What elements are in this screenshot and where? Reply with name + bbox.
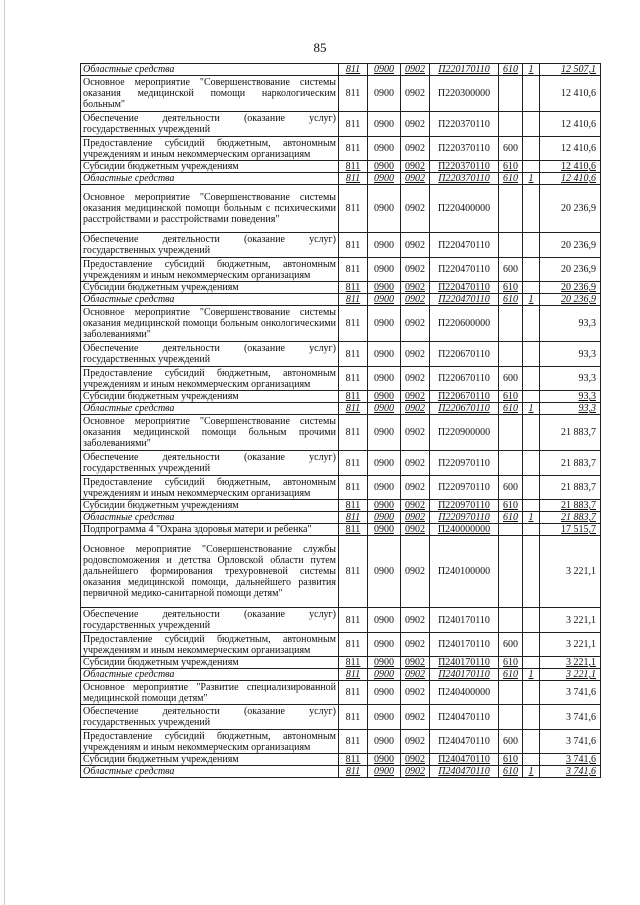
expense-type-code-cell: 610 [499, 173, 523, 185]
subsection-code-cell: 0902 [401, 112, 430, 137]
table-row [81, 476, 601, 500]
amount-cell: 93,3 [540, 342, 601, 367]
subsection-code-cell: 0902 [401, 258, 430, 282]
amount-cell: 12 410,6 [540, 76, 601, 112]
amount-cell: 3 221,1 [540, 536, 601, 608]
row-name-cell: Подпрограмма 4 "Охрана здоровья матери и ребенка" [81, 524, 339, 536]
amount-cell: 3 741,6 [540, 754, 601, 766]
ministry-code-cell: 811 [339, 112, 368, 137]
row-name-cell: Основное мероприятие "Совершенствование системы оказания медицинской помощи больным с психическими расстройствами и расстройствами поведения" [81, 185, 339, 233]
section-code-cell: 0900 [368, 681, 401, 705]
target-article-code-cell: П240170110 [430, 657, 499, 669]
subsection-code-cell: 0902 [401, 669, 430, 681]
amount-cell: 93,3 [540, 367, 601, 391]
expense-type-code-cell [499, 608, 523, 633]
amount-cell: 93,3 [540, 306, 601, 342]
subsection-code-cell: 0902 [401, 766, 430, 778]
section-code-cell: 0900 [368, 161, 401, 173]
target-article-code-cell: П220470110 [430, 258, 499, 282]
row-name-cell: Предоставление субсидий бюджетным, автономным учреждениям и иным некоммерческим организациям [81, 367, 339, 391]
row-name-cell: Предоставление субсидий бюджетным, автономным учреждениям и иным некоммерческим организациям [81, 476, 339, 500]
row-name-cell: Предоставление субсидий бюджетным, автономным учреждениям и иным некоммерческим организациям [81, 730, 339, 754]
table-row [81, 512, 601, 524]
table-row [81, 173, 601, 185]
subsection-code-cell: 0902 [401, 415, 430, 451]
amount-cell: 20 236,9 [540, 258, 601, 282]
page-number: 85 [313, 40, 327, 55]
section-code-cell: 0900 [368, 705, 401, 730]
table-row [81, 730, 601, 754]
target-article-code-cell: П220370110 [430, 112, 499, 137]
subsection-code-cell: 0902 [401, 657, 430, 669]
ministry-code-cell: 811 [339, 185, 368, 233]
section-code-cell: 0900 [368, 415, 401, 451]
section-code-cell: 0900 [368, 633, 401, 657]
ministry-code-cell: 811 [339, 367, 368, 391]
expense-type-code-cell: 610 [499, 391, 523, 403]
target-article-code-cell: П240000000 [430, 524, 499, 536]
amount-cell: 93,3 [540, 403, 601, 415]
row-name-cell: Субсидии бюджетным учреждениям [81, 161, 339, 173]
table-row [81, 258, 601, 282]
ministry-code-cell: 811 [339, 451, 368, 476]
expense-type-code-cell: 610 [499, 282, 523, 294]
section-code-cell: 0900 [368, 403, 401, 415]
section-code-cell: 0900 [368, 500, 401, 512]
amount-cell: 3 741,6 [540, 681, 601, 705]
funding-source-code-cell [523, 730, 540, 754]
expense-type-code-cell: 610 [499, 657, 523, 669]
section-code-cell: 0900 [368, 669, 401, 681]
amount-cell: 12 410,6 [540, 161, 601, 173]
subsection-code-cell: 0902 [401, 681, 430, 705]
table-row [81, 754, 601, 766]
expense-type-code-cell [499, 524, 523, 536]
funding-source-code-cell [523, 137, 540, 161]
ministry-code-cell: 811 [339, 633, 368, 657]
subsection-code-cell: 0902 [401, 754, 430, 766]
target-article-code-cell: П220970110 [430, 451, 499, 476]
table-row [81, 282, 601, 294]
section-code-cell: 0900 [368, 342, 401, 367]
ministry-code-cell: 811 [339, 233, 368, 258]
subsection-code-cell: 0902 [401, 233, 430, 258]
table-row [81, 233, 601, 258]
funding-source-code-cell [523, 367, 540, 391]
table-body [81, 64, 601, 778]
subsection-code-cell: 0902 [401, 608, 430, 633]
expense-type-code-cell: 600 [499, 633, 523, 657]
subsection-code-cell: 0902 [401, 705, 430, 730]
ministry-code-cell: 811 [339, 512, 368, 524]
row-name-cell: Основное мероприятие "Совершенствование системы оказания медицинской помощи больным онкологическими заболеваниями" [81, 306, 339, 342]
amount-cell: 12 410,6 [540, 137, 601, 161]
row-name-cell: Областные средства [81, 403, 339, 415]
ministry-code-cell: 811 [339, 536, 368, 608]
table-row [81, 161, 601, 173]
ministry-code-cell: 811 [339, 657, 368, 669]
ministry-code-cell: 811 [339, 258, 368, 282]
section-code-cell: 0900 [368, 233, 401, 258]
target-article-code-cell: П220370110 [430, 161, 499, 173]
section-code-cell: 0900 [368, 730, 401, 754]
table-row [81, 536, 601, 608]
row-name-cell: Субсидии бюджетным учреждениям [81, 657, 339, 669]
row-name-cell: Обеспечение деятельности (оказание услуг) государственных учреждений [81, 233, 339, 258]
section-code-cell: 0900 [368, 64, 401, 76]
section-code-cell: 0900 [368, 608, 401, 633]
row-name-cell: Субсидии бюджетным учреждениям [81, 391, 339, 403]
row-name-cell: Субсидии бюджетным учреждениям [81, 500, 339, 512]
expense-type-code-cell: 600 [499, 137, 523, 161]
table-row [81, 112, 601, 137]
expense-type-code-cell: 600 [499, 367, 523, 391]
funding-source-code-cell [523, 705, 540, 730]
target-article-code-cell: П240170110 [430, 669, 499, 681]
table-row [81, 185, 601, 233]
table-row [81, 342, 601, 367]
amount-cell: 20 236,9 [540, 282, 601, 294]
ministry-code-cell: 811 [339, 476, 368, 500]
target-article-code-cell: П220970110 [430, 512, 499, 524]
table-row [81, 367, 601, 391]
scan-edge-line [4, 0, 5, 905]
expense-type-code-cell: 610 [499, 766, 523, 778]
ministry-code-cell: 811 [339, 524, 368, 536]
expense-type-code-cell [499, 342, 523, 367]
funding-source-code-cell: 1 [523, 669, 540, 681]
expense-type-code-cell: 600 [499, 476, 523, 500]
funding-source-code-cell: 1 [523, 64, 540, 76]
budget-table [80, 63, 601, 778]
ministry-code-cell: 811 [339, 500, 368, 512]
subsection-code-cell: 0902 [401, 536, 430, 608]
funding-source-code-cell: 1 [523, 173, 540, 185]
row-name-cell: Предоставление субсидий бюджетным, автономным учреждениям и иным некоммерческим организациям [81, 258, 339, 282]
funding-source-code-cell: 1 [523, 403, 540, 415]
ministry-code-cell: 811 [339, 342, 368, 367]
funding-source-code-cell [523, 76, 540, 112]
section-code-cell: 0900 [368, 258, 401, 282]
ministry-code-cell: 811 [339, 64, 368, 76]
funding-source-code-cell [523, 391, 540, 403]
row-name-cell: Областные средства [81, 64, 339, 76]
amount-cell: 3 741,6 [540, 730, 601, 754]
subsection-code-cell: 0902 [401, 173, 430, 185]
target-article-code-cell: П220600000 [430, 306, 499, 342]
amount-cell: 3 741,6 [540, 705, 601, 730]
subsection-code-cell: 0902 [401, 524, 430, 536]
target-article-code-cell: П220970110 [430, 500, 499, 512]
funding-source-code-cell [523, 754, 540, 766]
target-article-code-cell: П220900000 [430, 415, 499, 451]
section-code-cell: 0900 [368, 76, 401, 112]
table-row [81, 657, 601, 669]
table-row [81, 76, 601, 112]
expense-type-code-cell [499, 306, 523, 342]
ministry-code-cell: 811 [339, 754, 368, 766]
funding-source-code-cell [523, 415, 540, 451]
table-row [81, 524, 601, 536]
funding-source-code-cell [523, 185, 540, 233]
expense-type-code-cell: 610 [499, 64, 523, 76]
subsection-code-cell: 0902 [401, 476, 430, 500]
amount-cell: 21 883,7 [540, 512, 601, 524]
expense-type-code-cell [499, 233, 523, 258]
funding-source-code-cell: 1 [523, 512, 540, 524]
subsection-code-cell: 0902 [401, 282, 430, 294]
subsection-code-cell: 0902 [401, 730, 430, 754]
amount-cell: 93,3 [540, 391, 601, 403]
funding-source-code-cell [523, 233, 540, 258]
target-article-code-cell: П240100000 [430, 536, 499, 608]
funding-source-code-cell [523, 536, 540, 608]
funding-source-code-cell: 1 [523, 294, 540, 306]
subsection-code-cell: 0902 [401, 403, 430, 415]
row-name-cell: Обеспечение деятельности (оказание услуг) государственных учреждений [81, 342, 339, 367]
amount-cell: 12 410,6 [540, 173, 601, 185]
subsection-code-cell: 0902 [401, 185, 430, 233]
amount-cell: 21 883,7 [540, 500, 601, 512]
table-row [81, 403, 601, 415]
funding-source-code-cell [523, 342, 540, 367]
amount-cell: 3 221,1 [540, 657, 601, 669]
target-article-code-cell: П220400000 [430, 185, 499, 233]
amount-cell: 3 221,1 [540, 669, 601, 681]
expense-type-code-cell [499, 705, 523, 730]
target-article-code-cell: П220470110 [430, 294, 499, 306]
target-article-code-cell: П240470110 [430, 754, 499, 766]
subsection-code-cell: 0902 [401, 137, 430, 161]
funding-source-code-cell [523, 633, 540, 657]
amount-cell: 21 883,7 [540, 415, 601, 451]
section-code-cell: 0900 [368, 306, 401, 342]
expense-type-code-cell [499, 681, 523, 705]
target-article-code-cell: П240170110 [430, 633, 499, 657]
ministry-code-cell: 811 [339, 730, 368, 754]
amount-cell: 12 410,6 [540, 112, 601, 137]
subsection-code-cell: 0902 [401, 500, 430, 512]
ministry-code-cell: 811 [339, 705, 368, 730]
subsection-code-cell: 0902 [401, 451, 430, 476]
expense-type-code-cell: 610 [499, 161, 523, 173]
row-name-cell: Предоставление субсидий бюджетным, автономным учреждениям и иным некоммерческим организациям [81, 633, 339, 657]
section-code-cell: 0900 [368, 657, 401, 669]
target-article-code-cell: П220170110 [430, 64, 499, 76]
row-name-cell: Основное мероприятие "Совершенствование системы оказания медицинской помощи больным прочими заболеваниями" [81, 415, 339, 451]
ministry-code-cell: 811 [339, 282, 368, 294]
table-row [81, 500, 601, 512]
row-name-cell: Основное мероприятие "Развитие специализированной медицинской помощи детям" [81, 681, 339, 705]
table-row [81, 608, 601, 633]
target-article-code-cell: П220670110 [430, 342, 499, 367]
ministry-code-cell: 811 [339, 766, 368, 778]
subsection-code-cell: 0902 [401, 342, 430, 367]
funding-source-code-cell [523, 112, 540, 137]
expense-type-code-cell: 610 [499, 403, 523, 415]
amount-cell: 21 883,7 [540, 476, 601, 500]
row-name-cell: Субсидии бюджетным учреждениям [81, 282, 339, 294]
table-row [81, 391, 601, 403]
target-article-code-cell: П220670110 [430, 367, 499, 391]
funding-source-code-cell [523, 306, 540, 342]
funding-source-code-cell [523, 657, 540, 669]
ministry-code-cell: 811 [339, 681, 368, 705]
amount-cell: 3 741,6 [540, 766, 601, 778]
ministry-code-cell: 811 [339, 161, 368, 173]
subsection-code-cell: 0902 [401, 512, 430, 524]
expense-type-code-cell [499, 112, 523, 137]
target-article-code-cell: П220370110 [430, 137, 499, 161]
table-row [81, 681, 601, 705]
row-name-cell: Областные средства [81, 512, 339, 524]
section-code-cell: 0900 [368, 137, 401, 161]
table-row [81, 766, 601, 778]
target-article-code-cell: П240470110 [430, 705, 499, 730]
target-article-code-cell: П240170110 [430, 608, 499, 633]
table-row [81, 705, 601, 730]
amount-cell: 20 236,9 [540, 294, 601, 306]
expense-type-code-cell [499, 185, 523, 233]
target-article-code-cell: П220970110 [430, 476, 499, 500]
funding-source-code-cell [523, 161, 540, 173]
ministry-code-cell: 811 [339, 669, 368, 681]
amount-cell: 12 507,1 [540, 64, 601, 76]
row-name-cell: Обеспечение деятельности (оказание услуг) государственных учреждений [81, 112, 339, 137]
table-row [81, 306, 601, 342]
table-row [81, 669, 601, 681]
section-code-cell: 0900 [368, 367, 401, 391]
expense-type-code-cell [499, 415, 523, 451]
amount-cell: 3 221,1 [540, 608, 601, 633]
expense-type-code-cell: 610 [499, 512, 523, 524]
subsection-code-cell: 0902 [401, 64, 430, 76]
subsection-code-cell: 0902 [401, 161, 430, 173]
subsection-code-cell: 0902 [401, 367, 430, 391]
ministry-code-cell: 811 [339, 403, 368, 415]
table-row [81, 294, 601, 306]
row-name-cell: Областные средства [81, 294, 339, 306]
ministry-code-cell: 811 [339, 608, 368, 633]
subsection-code-cell: 0902 [401, 633, 430, 657]
funding-source-code-cell [523, 451, 540, 476]
row-name-cell: Областные средства [81, 766, 339, 778]
row-name-cell: Областные средства [81, 173, 339, 185]
expense-type-code-cell: 610 [499, 754, 523, 766]
ministry-code-cell: 811 [339, 173, 368, 185]
ministry-code-cell: 811 [339, 76, 368, 112]
target-article-code-cell: П220670110 [430, 403, 499, 415]
target-article-code-cell: П220300000 [430, 76, 499, 112]
section-code-cell: 0900 [368, 173, 401, 185]
amount-cell: 21 883,7 [540, 451, 601, 476]
expense-type-code-cell: 610 [499, 294, 523, 306]
expense-type-code-cell: 600 [499, 258, 523, 282]
subsection-code-cell: 0902 [401, 294, 430, 306]
funding-source-code-cell [523, 524, 540, 536]
ministry-code-cell: 811 [339, 137, 368, 161]
subsection-code-cell: 0902 [401, 306, 430, 342]
row-name-cell: Основное мероприятие "Совершенствование системы оказания медицинской помощи наркологическим больным" [81, 76, 339, 112]
target-article-code-cell: П220470110 [430, 233, 499, 258]
section-code-cell: 0900 [368, 112, 401, 137]
amount-cell: 20 236,9 [540, 185, 601, 233]
target-article-code-cell: П220470110 [430, 282, 499, 294]
row-name-cell: Обеспечение деятельности (оказание услуг) государственных учреждений [81, 608, 339, 633]
target-article-code-cell: П220370110 [430, 173, 499, 185]
table-row [81, 415, 601, 451]
ministry-code-cell: 811 [339, 415, 368, 451]
table-row [81, 137, 601, 161]
target-article-code-cell: П240470110 [430, 766, 499, 778]
expense-type-code-cell: 610 [499, 669, 523, 681]
funding-source-code-cell [523, 500, 540, 512]
subsection-code-cell: 0902 [401, 391, 430, 403]
expense-type-code-cell: 600 [499, 730, 523, 754]
ministry-code-cell: 811 [339, 294, 368, 306]
expense-type-code-cell: 610 [499, 500, 523, 512]
section-code-cell: 0900 [368, 282, 401, 294]
section-code-cell: 0900 [368, 766, 401, 778]
ministry-code-cell: 811 [339, 391, 368, 403]
section-code-cell: 0900 [368, 512, 401, 524]
amount-cell: 3 221,1 [540, 633, 601, 657]
funding-source-code-cell: 1 [523, 766, 540, 778]
row-name-cell: Обеспечение деятельности (оказание услуг) государственных учреждений [81, 451, 339, 476]
row-name-cell: Субсидии бюджетным учреждениям [81, 754, 339, 766]
row-name-cell: Обеспечение деятельности (оказание услуг) государственных учреждений [81, 705, 339, 730]
row-name-cell: Областные средства [81, 669, 339, 681]
section-code-cell: 0900 [368, 185, 401, 233]
target-article-code-cell: П240400000 [430, 681, 499, 705]
section-code-cell: 0900 [368, 451, 401, 476]
section-code-cell: 0900 [368, 524, 401, 536]
section-code-cell: 0900 [368, 294, 401, 306]
section-code-cell: 0900 [368, 391, 401, 403]
table-row [81, 633, 601, 657]
section-code-cell: 0900 [368, 754, 401, 766]
funding-source-code-cell [523, 476, 540, 500]
funding-source-code-cell [523, 282, 540, 294]
funding-source-code-cell [523, 681, 540, 705]
amount-cell: 17 515,7 [540, 524, 601, 536]
amount-cell: 20 236,9 [540, 233, 601, 258]
subsection-code-cell: 0902 [401, 76, 430, 112]
table-row [81, 64, 601, 76]
target-article-code-cell: П240470110 [430, 730, 499, 754]
funding-source-code-cell [523, 258, 540, 282]
row-name-cell: Основное мероприятие "Совершенствование службы родовспоможения и детства Орловской области путем дальнейшего формирования трехуровневой системы оказания медицинской помощи, дальнейшего развития первичной медико-санитарной помощи детям" [81, 536, 339, 608]
section-code-cell: 0900 [368, 536, 401, 608]
ministry-code-cell: 811 [339, 306, 368, 342]
expense-type-code-cell [499, 536, 523, 608]
table-row [81, 451, 601, 476]
funding-source-code-cell [523, 608, 540, 633]
row-name-cell: Предоставление субсидий бюджетным, автономным учреждениям и иным некоммерческим организациям [81, 137, 339, 161]
expense-type-code-cell [499, 451, 523, 476]
section-code-cell: 0900 [368, 476, 401, 500]
target-article-code-cell: П220670110 [430, 391, 499, 403]
expense-type-code-cell [499, 76, 523, 112]
